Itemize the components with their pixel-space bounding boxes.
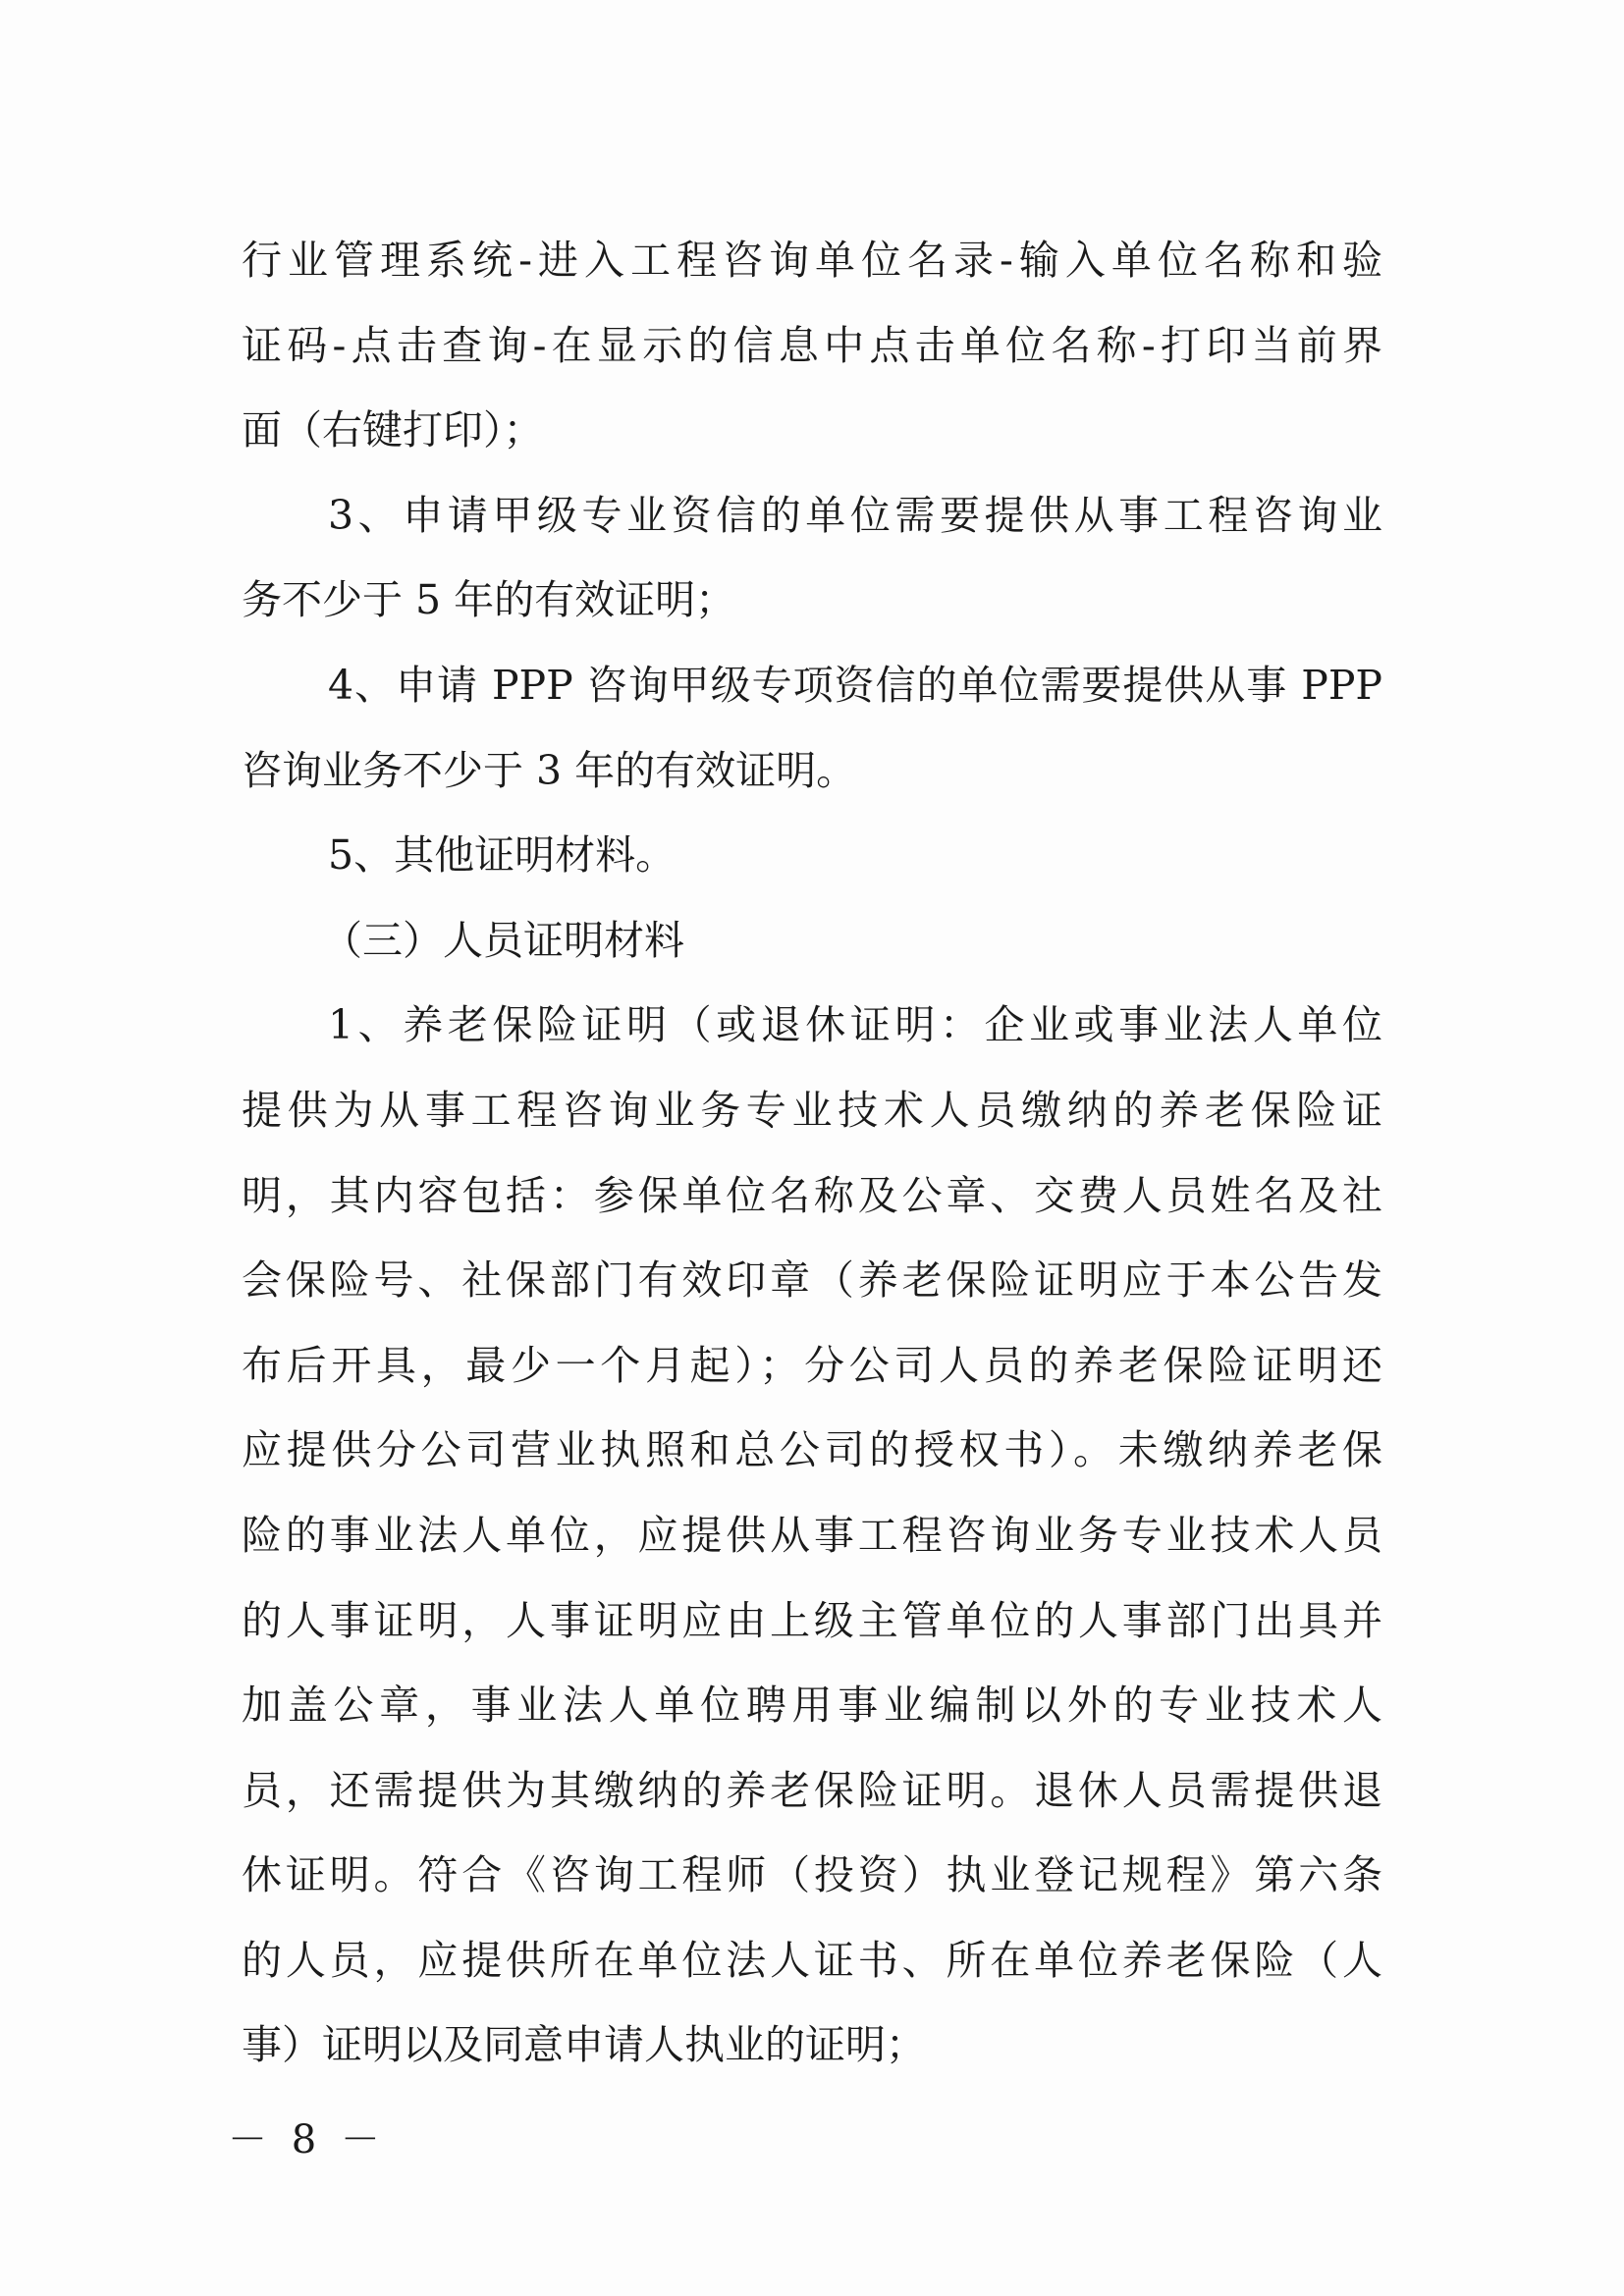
paragraph-line: 5、其他证明材料。 xyxy=(328,831,677,880)
paragraph-line: 咨询业务不少于 3 年的有效证明。 xyxy=(242,746,857,794)
page-number: － 8 － xyxy=(228,2117,386,2163)
paragraph-line: 的人事证明，人事证明应由上级主管单位的人事部门出具并 xyxy=(242,1596,1382,1644)
paragraph-line: 休证明。符合《咨询工程师（投资）执业登记规程》第六条 xyxy=(242,1851,1382,1899)
paragraph-line: 证码-点击查询-在显示的信息中点击单位名称-打印当前界 xyxy=(242,321,1382,369)
paragraph-line: 加盖公章，事业法人单位聘用事业编制以外的专业技术人 xyxy=(242,1682,1382,1730)
paragraph-line: 应提供分公司营业执照和总公司的授权书）。未缴纳养老保 xyxy=(242,1426,1382,1474)
paragraph-line: 4、申请 PPP 咨询甲级专项资信的单位需要提供从事 PPP xyxy=(328,661,1382,709)
paragraph-line: 险的事业法人单位，应提供从事工程咨询业务专业技术人员 xyxy=(242,1511,1382,1559)
paragraph-line: 员，还需提供为其缴纳的养老保险证明。退休人员需提供退 xyxy=(242,1766,1382,1814)
body-text xyxy=(242,218,1382,2088)
paragraph-line: 布后开具，最少一个月起）；分公司人员的养老保险证明还 xyxy=(242,1341,1382,1389)
paragraph-line: 行业管理系统-进入工程咨询单位名录-输入单位名称和验 xyxy=(242,237,1382,284)
section-heading: （三）人员证明材料 xyxy=(322,916,684,964)
paragraph-line: 会保险号、社保部门有效印章（养老保险证明应于本公告发 xyxy=(242,1256,1382,1305)
paragraph-line: 的人员，应提供所在单位法人证书、所在单位养老保险（人 xyxy=(242,1936,1382,1984)
paragraph-line: 务不少于 5 年的有效证明； xyxy=(242,576,736,624)
paragraph-line: 面（右键打印）； xyxy=(242,406,544,454)
paragraph-line: 事）证明以及同意申请人执业的证明； xyxy=(242,2021,926,2069)
paragraph-line: 1、养老保险证明（或退休证明：企业或事业法人单位 xyxy=(328,1001,1382,1049)
paragraph-line: 3、申请甲级专业资信的单位需要提供从事工程咨询业 xyxy=(328,491,1382,539)
paragraph-line: 提供为从事工程咨询业务专业技术人员缴纳的养老保险证 xyxy=(242,1086,1382,1134)
paragraph-line: 明，其内容包括：参保单位名称及公章、交费人员姓名及社 xyxy=(242,1171,1382,1219)
